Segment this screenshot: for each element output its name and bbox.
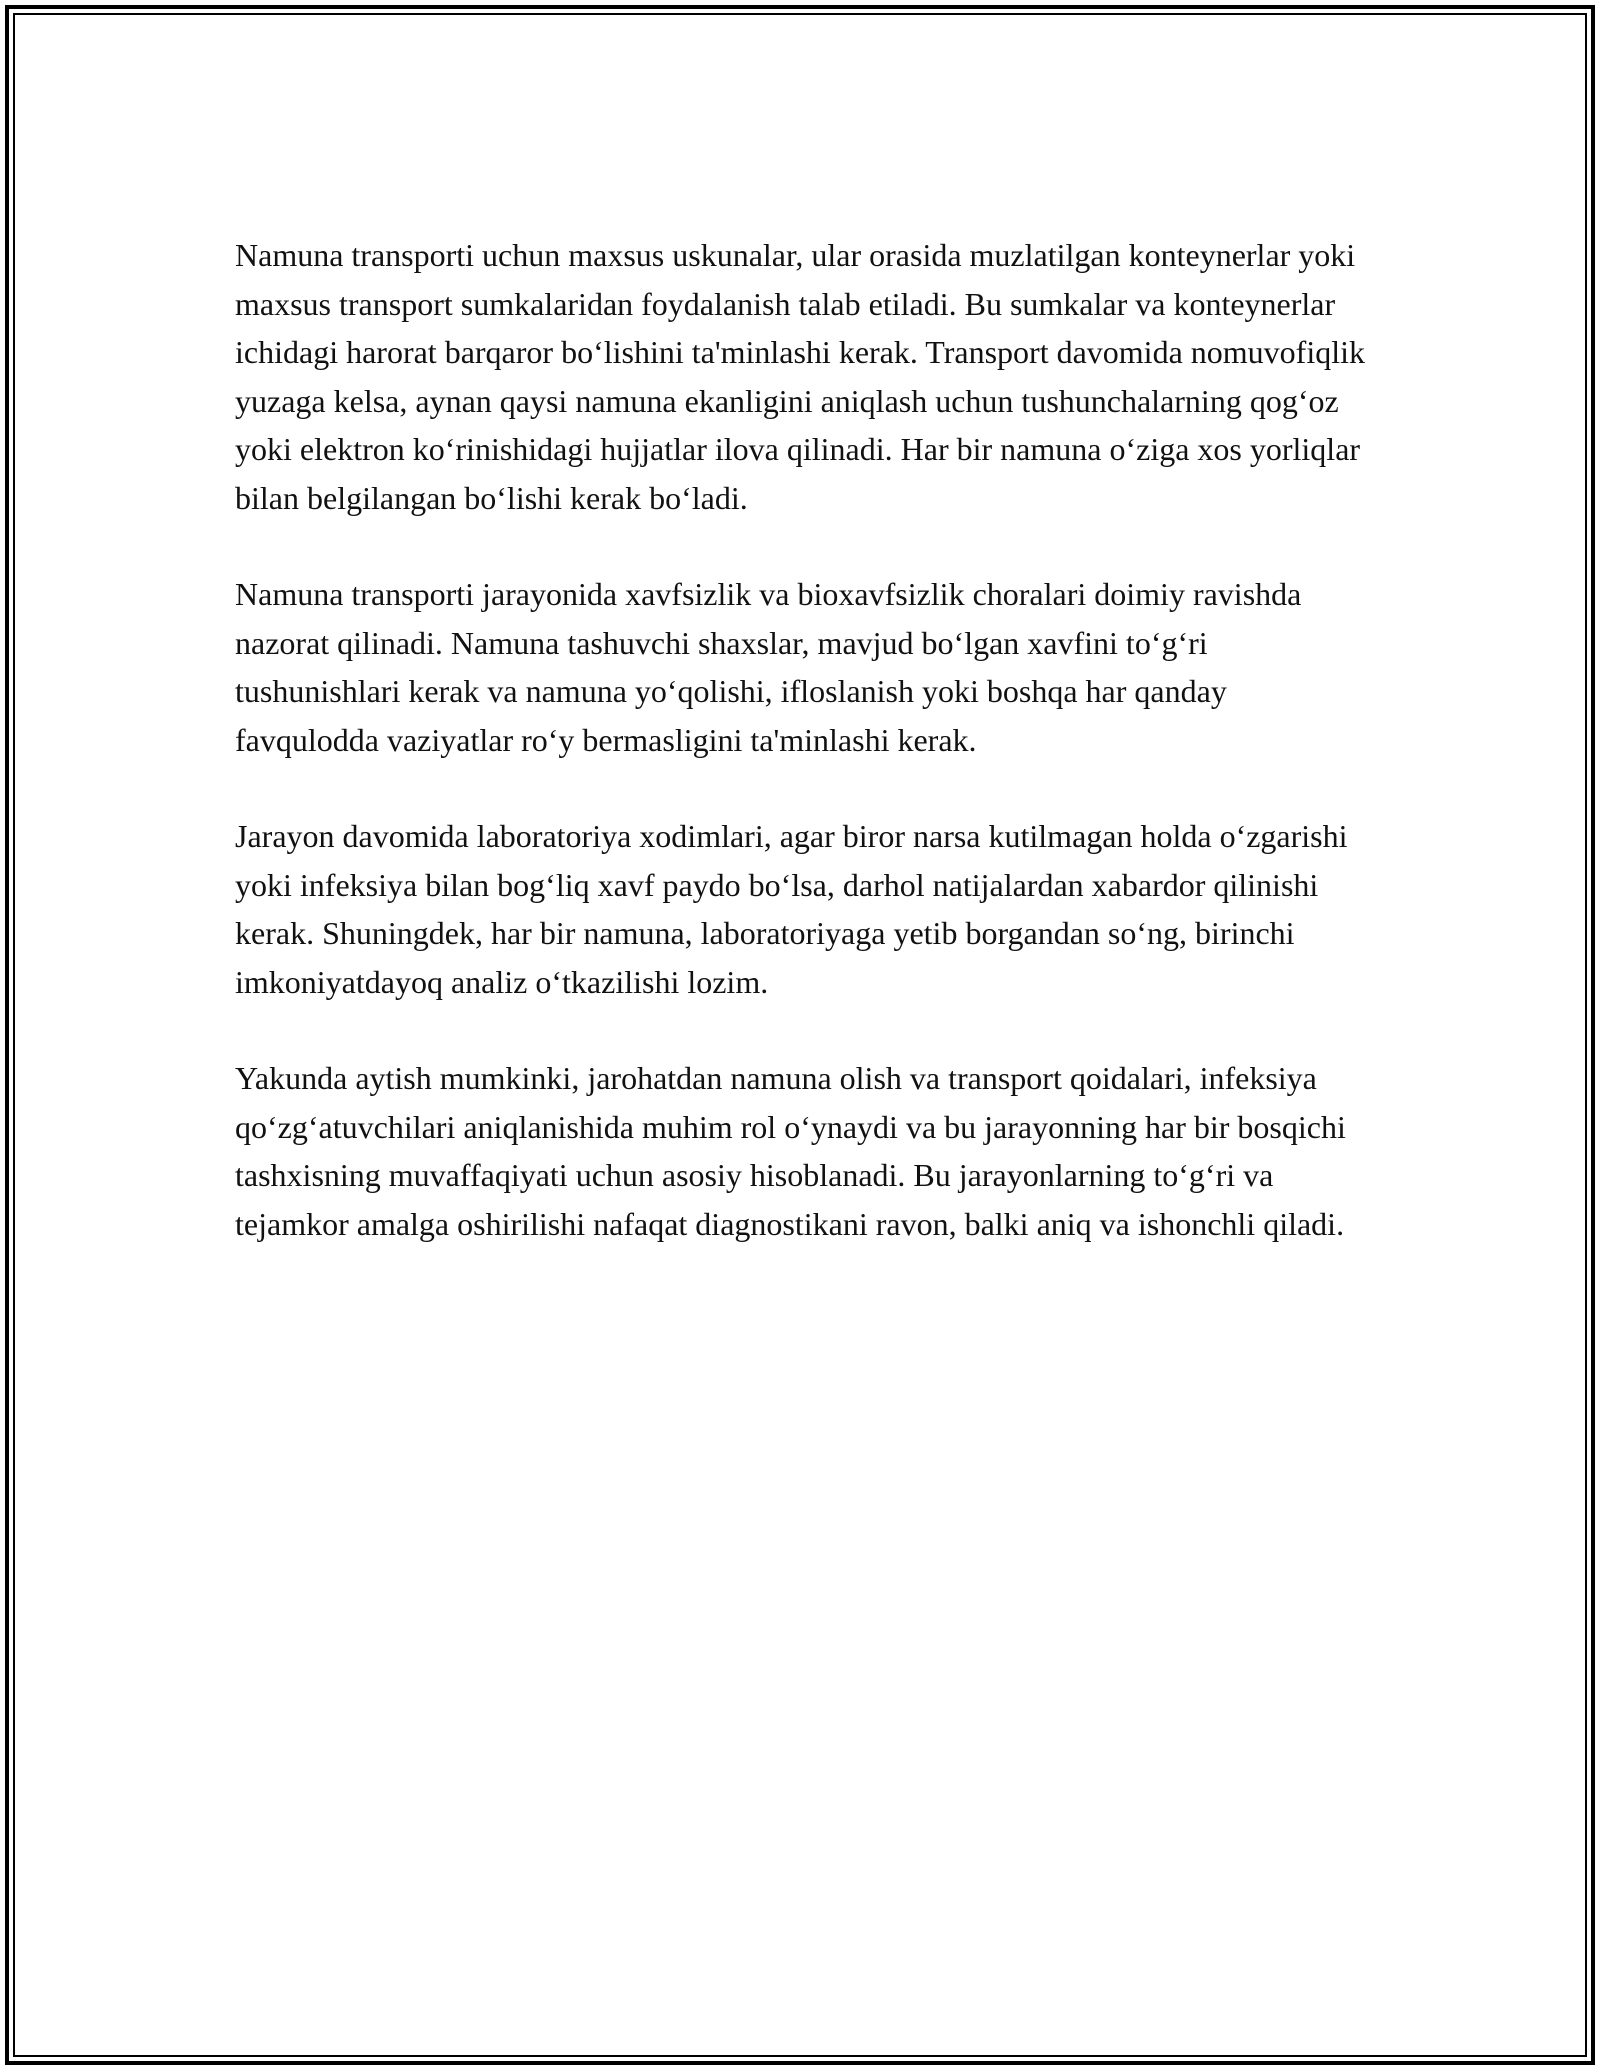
paragraph-1: Namuna transporti uchun maxsus uskunalar, ular orasida muzlatilgan konteynerlar yoki maxsus transport sumkalaridan foydalanish talab etiladi. Bu sumkalar va konteynerlar ichidagi harorat barqaror bo‘lishini ta'minlashi kerak. Transport davomida nomuvofiqlik yuzaga kelsa, aynan qaysi namuna ekanligini aniqlash uchun tushunchalarning qog‘oz yoki elektron ko‘rinishidagi hujjatlar ilova qilinadi. Har bir namuna o‘ziga xos yorliqlar bilan belgilangan bo‘lishi kerak bo‘ladi. xyxy=(235,237,1365,516)
paragraph-4: Yakunda aytish mumkinki, jarohatdan namuna olish va transport qoidalari, infeksiya qo‘zg‘atuvchilari aniqlanishida muhim rol o‘ynaydi va bu jarayonning har bir bosqichi tashxisning muvaffaqiyati uchun asosiy hisoblanadi. Bu jarayonlarning to‘g‘ri va tejamkor amalga oshirilishi nafaqat diagnostikani ravon, balki aniq va ishonchli qiladi. xyxy=(235,1060,1346,1242)
paragraph-2: Namuna transporti jarayonida xavfsizlik va bioxavfsizlik choralari doimiy ravishda nazorat qilinadi. Namuna tashuvchi shaxslar, mavjud bo‘lgan xavfini to‘g‘ri tushunishlari kerak va namuna yo‘qolishi, ifloslanish yoki boshqa har qanday favqulodda vaziyatlar ro‘y bermasligini ta'minlashi kerak. xyxy=(235,576,1302,758)
paragraph-3: Jarayon davomida laboratoriya xodimlari, agar biror narsa kutilmagan holda o‘zgarishi yoki infeksiya bilan bog‘liq xavf paydo bo‘lsa, darhol natijalardan xabardor qilinishi kerak. Shuningdek, har bir namuna, laboratoriyaga yetib borgandan so‘ng, birinchi imkoniyatdayoq analiz o‘tkazilishi lozim. xyxy=(235,818,1348,1000)
document-body xyxy=(235,231,1375,1296)
